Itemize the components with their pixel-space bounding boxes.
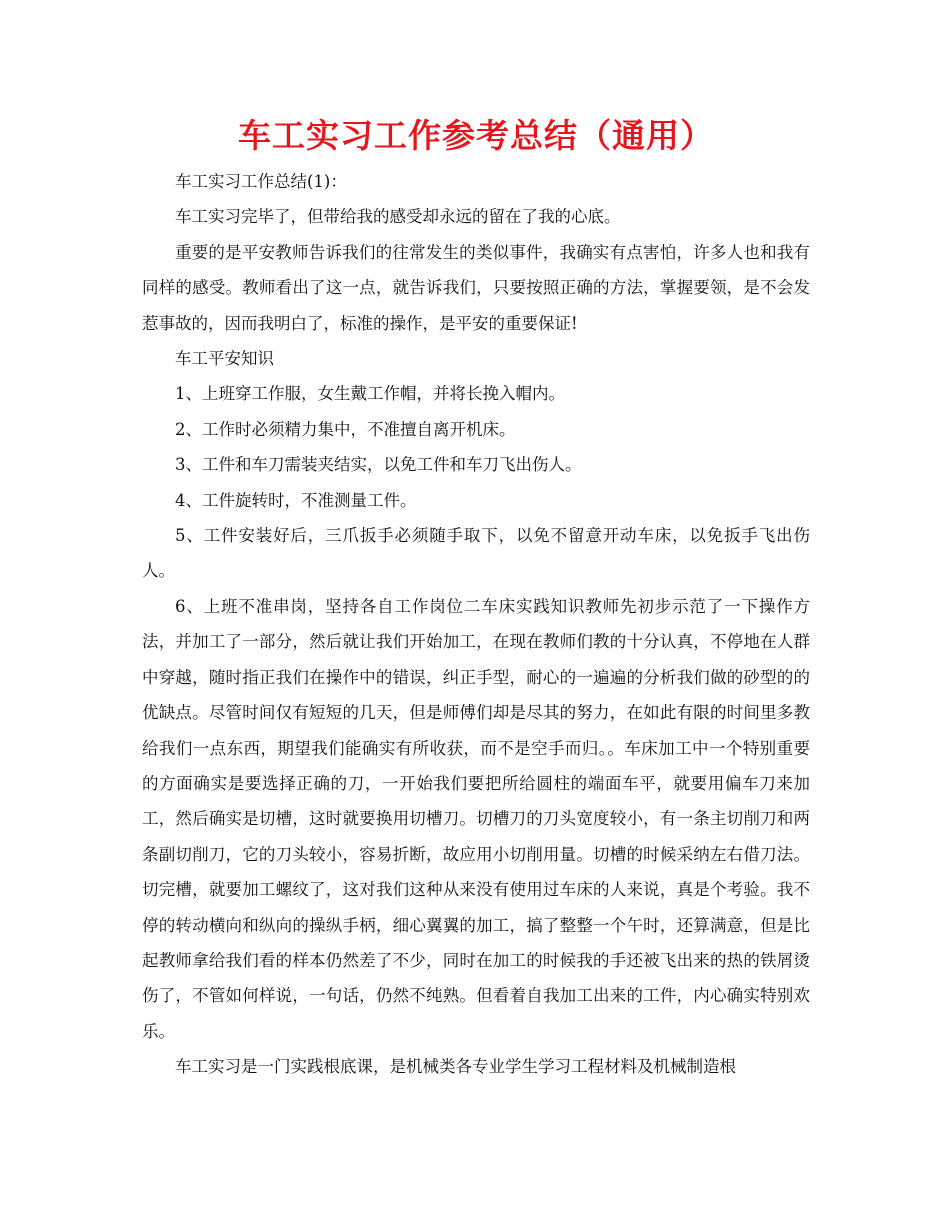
list-item-rule-3: 3、工件和车刀需装夹结实，以免工件和车刀飞出伤人。 <box>175 455 582 475</box>
paragraph-intro: 车工实习完毕了，但带给我的感受却永远的留在了我的心底。 <box>175 207 621 227</box>
paragraph-safety-heading: 车工平安知识 <box>175 349 274 369</box>
list-item-rule-1: 1、上班穿工作服，女生戴工作帽，并将长挽入帽内。 <box>175 384 565 404</box>
document-title: 车工实习工作参考总结（通用） <box>238 116 714 155</box>
paragraph-heading-summary: 车工实习工作总结(1)： <box>175 172 347 191</box>
paragraph-conclusion: 车工实习是一门实践根底课，是机械类各专业学生学习工程材料及机械制造根 <box>175 1057 736 1077</box>
list-item-rule-5: 5、工件安装好后，三爪扳手必须随手取下，以免不留意开动车床，以免扳手飞出伤人。 <box>142 526 810 581</box>
list-item-rule-4: 4、工件旋转时，不准测量工件。 <box>175 490 417 510</box>
list-item-rule-2: 2、工作时必须精力集中，不准擅自离开机床。 <box>175 419 516 439</box>
list-item-rule-6: 6、上班不准串岗，坚持各自工作岗位二车床实践知识教师先初步示范了一下操作方法，并加工了一部分，然后就让我们开始加工，在现在教师们教的十分认真，不停地在人群中穿越，随时指正我们在操作中的错误，纠正手型，耐心的一遍遍的分析我们做的砂型的的优缺点。尽管时间仅有短短的几天，但是师傅们却是尽其的努力，在如此有限的时间里多教给我们一点东西，期望我们能确实有所收获，而不是空手而归。。车床加工中一个特别重要的方面确实是要选择正确的刀，一开始我们要把所给圆柱的端面车平，就要用偏车刀来加工，然后确实是切槽，这时就要换用切槽刀。切槽刀的刀头宽度较小，有一条主切削刀和两条副切削刀，它的刀头较小，容易折断，故应用小切削用量。切槽的时候采纳左右借刀法。切完槽，就要加工螺纹了，这对我们这种从来没有使用过车床的人来说，真是个考验。我不停的转动横向和纵向的操纵手柄，细心翼翼的加工，搞了整整一个午时，还算满意，但是比起教师拿给我们看的样本仍然差了不少，同时在加工的时候我的手还被飞出来的热的铁屑烫伤了，不管如何样说，一句话，仍然不纯熟。但看着自我加工出来的工件，内心确实特别欢乐。 <box>142 596 810 1041</box>
paragraph-safety-lesson: 重要的是平安教师告诉我们的往常发生的类似事件，我确实有点害怕，许多人也和我有同样的感受。教师看出了这一点，就告诉我们，只要按照正确的方法，掌握要领，是不会发惹事故的，因而我明白了，标准的操作，是平安的重要保证! <box>142 242 810 333</box>
document-page <box>142 116 810 1085</box>
